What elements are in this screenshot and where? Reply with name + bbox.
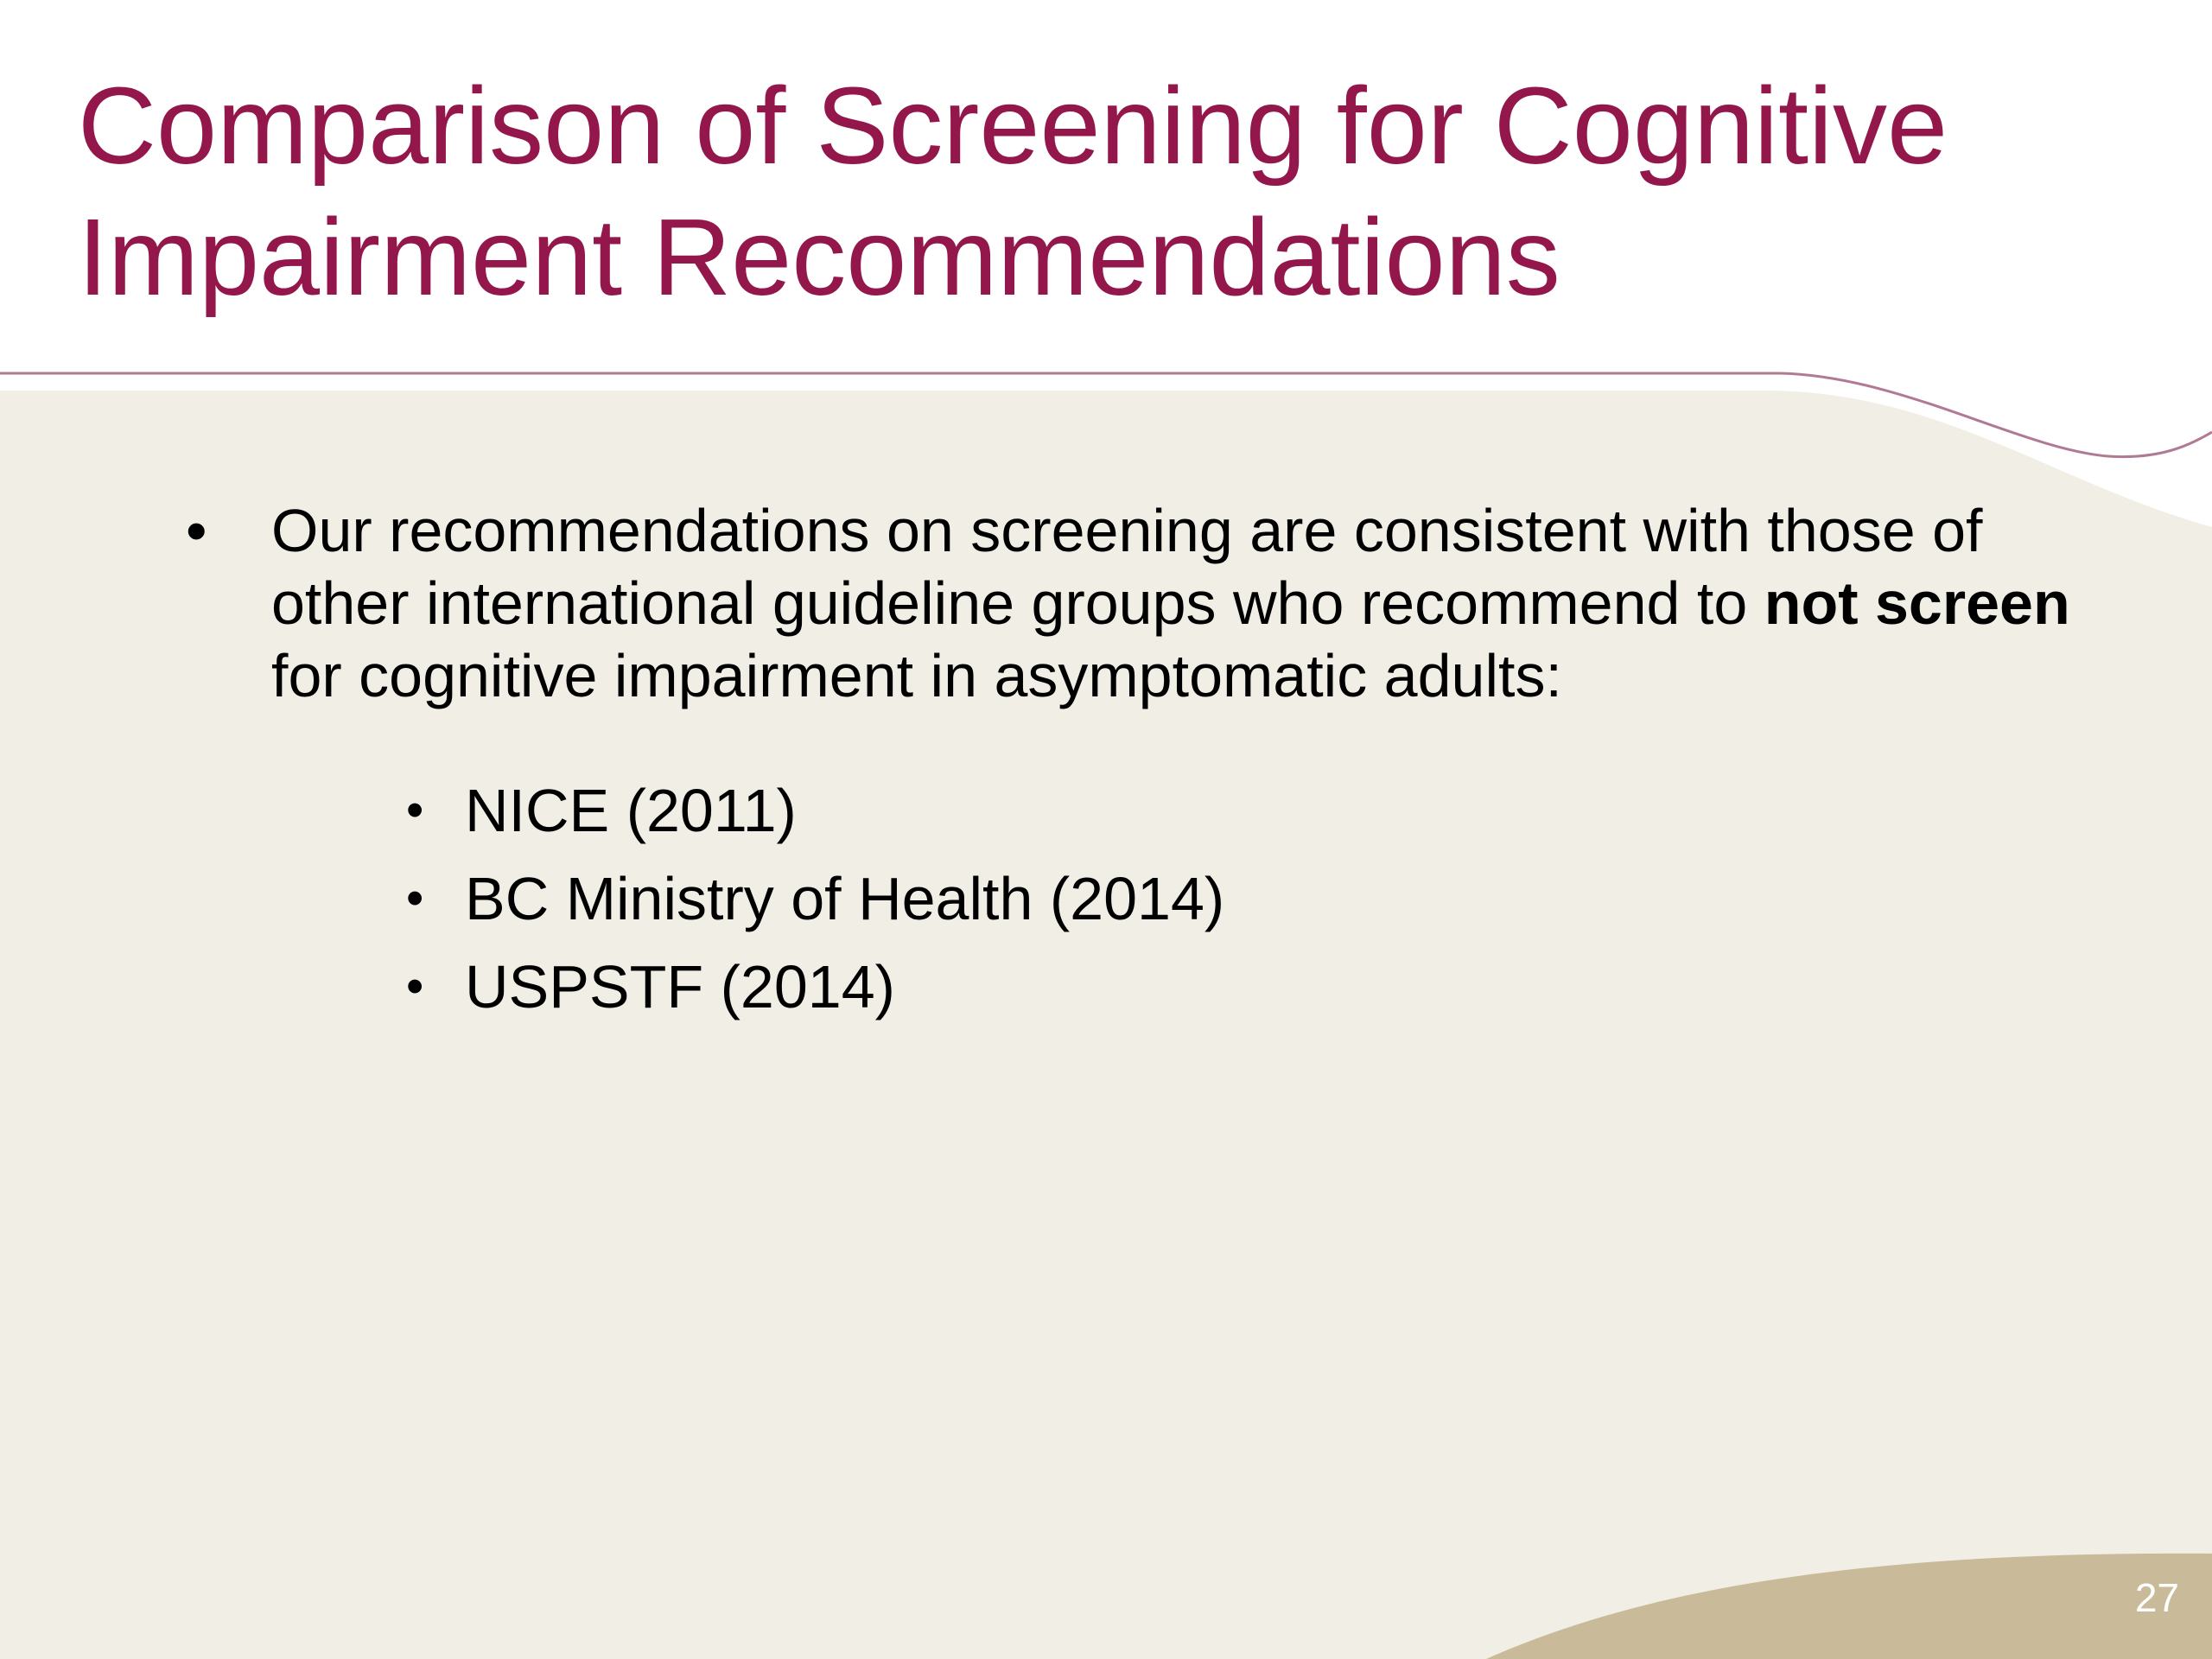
main-bullet-line-3: for cognitive impairment in asymptomatic adults: — [271, 642, 1562, 709]
emphasis-not-screen: not screen — [1764, 569, 2070, 637]
main-bullet-line-2 — [271, 567, 2172, 639]
main-bullet-marker: • — [186, 497, 207, 564]
title-line-2: Impairment Recommendations — [78, 196, 1560, 318]
guideline-uspstf: USPSTF (2014) — [465, 953, 895, 1020]
sub-bullet-marker: • — [406, 782, 424, 838]
main-bullet-text — [271, 494, 2172, 712]
guideline-bc-ministry: BC Ministry of Health (2014) — [465, 865, 1225, 932]
title-line-1: Comparison of Screening for Cognitive — [78, 65, 1948, 187]
main-bullet-line-2-text: other international guideline groups who recommend to — [271, 569, 1764, 637]
page-number: 27 — [2134, 1575, 2179, 1620]
sub-bullet-marker: • — [406, 870, 424, 926]
guideline-nice: NICE (2011) — [465, 777, 797, 844]
sub-bullet-marker: • — [406, 958, 424, 1014]
main-bullet-line-1: Our recommendations on screening are consistent with those of — [271, 497, 1983, 564]
